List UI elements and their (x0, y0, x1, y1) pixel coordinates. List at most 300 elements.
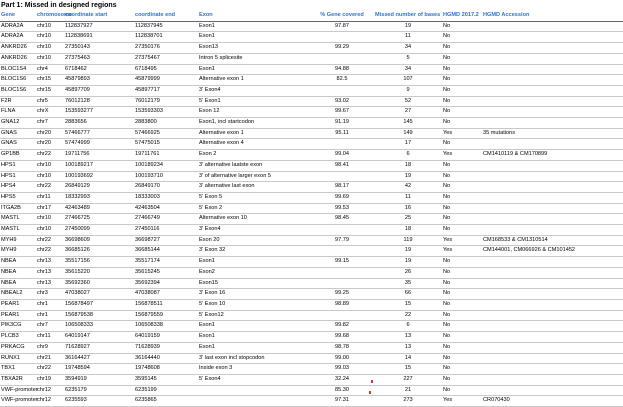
table-row (0, 96, 623, 107)
cell-exon: 5' Exon1 (198, 96, 310, 107)
table-row (0, 203, 623, 214)
cell-exon: Exon1, incl startcodon (198, 118, 310, 129)
cell-hgmd-2017-2: No (442, 289, 482, 300)
cell-hgmd-accession (482, 96, 623, 107)
cell-gene: PEAR1 (0, 299, 36, 310)
cell-coordinate-start: 3594919 (64, 374, 134, 385)
cell-chromosome: chr12 (36, 396, 64, 407)
cell-percent-gene-covered: 99.67 (310, 107, 374, 118)
cell-hgmd-accession: CM144001, CM066926 & CM101452 (482, 246, 623, 257)
cell-coordinate-end: 106508338 (134, 321, 198, 332)
cell-coordinate-end: 6235199 (134, 385, 198, 396)
cell-percent-gene-covered: 99.69 (310, 192, 374, 203)
cell-hgmd-2017-2: No (442, 332, 482, 343)
cell-hgmd-2017-2: No (442, 85, 482, 96)
cell-exon: Intron 5 splicesite (198, 53, 310, 64)
cell-coordinate-end: 45897717 (134, 85, 198, 96)
cell-hgmd-2017-2: No (442, 353, 482, 364)
table-row (0, 32, 623, 43)
cell-coordinate-end: 57475015 (134, 139, 198, 150)
cell-chromosome: chr19 (36, 374, 64, 385)
table-row (0, 43, 623, 54)
column-header-coordinate-end: coordinate end (134, 11, 198, 21)
cell-hgmd-accession (482, 332, 623, 343)
cell-percent-gene-covered (310, 267, 374, 278)
cell-coordinate-start: 36685126 (64, 246, 134, 257)
cell-percent-gene-covered (310, 278, 374, 289)
cell-exon: 5' Exon4 (198, 374, 310, 385)
cell-hgmd-accession (482, 192, 623, 203)
cell-coordinate-start: 112837927 (64, 21, 134, 32)
cell-missed-number-of-bases: 19 (374, 246, 442, 257)
cell-percent-gene-covered (310, 139, 374, 150)
cell-coordinate-end: 35615245 (134, 267, 198, 278)
cell-gene: F2R (0, 96, 36, 107)
cell-hgmd-accession (482, 289, 623, 300)
cell-hgmd-2017-2: Yes (442, 246, 482, 257)
table-row (0, 182, 623, 193)
cell-coordinate-start: 36164427 (64, 353, 134, 364)
cell-missed-number-of-bases: 35 (374, 278, 442, 289)
cell-coordinate-end: 27466749 (134, 214, 198, 225)
cell-percent-gene-covered: 97.31 (310, 396, 374, 407)
table-row (0, 332, 623, 343)
cell-coordinate-start: 71628927 (64, 342, 134, 353)
cell-coordinate-start: 57466777 (64, 128, 134, 139)
cell-hgmd-accession (482, 278, 623, 289)
cell-missed-number-of-bases: 15 (374, 364, 442, 375)
cell-gene: BLOC1S6 (0, 85, 36, 96)
table-row (0, 299, 623, 310)
cell-chromosome: chr12 (36, 385, 64, 396)
cell-missed-number-of-bases: 13 (374, 332, 442, 343)
table-row (0, 150, 623, 161)
cell-percent-gene-covered: 99.15 (310, 257, 374, 268)
cell-chromosome: chr10 (36, 32, 64, 43)
cell-hgmd-accession (482, 182, 623, 193)
cell-missed-number-of-bases: 17 (374, 139, 442, 150)
cell-exon: Exon1 (198, 321, 310, 332)
cell-hgmd-2017-2: No (442, 21, 482, 32)
cell-missed-number-of-bases: 16 (374, 203, 442, 214)
cell-gene: MYH9 (0, 246, 36, 257)
column-header-coordinate-start: coordinate start (64, 11, 134, 21)
cell-hgmd-accession (482, 299, 623, 310)
cell-gene: GP1BB (0, 150, 36, 161)
cell-gene: NBEAL2 (0, 289, 36, 300)
cell-missed-number-of-bases: 149 (374, 128, 442, 139)
table-row (0, 53, 623, 64)
cell-hgmd-2017-2: No (442, 171, 482, 182)
cell-hgmd-accession (482, 364, 623, 375)
cell-percent-gene-covered (310, 225, 374, 236)
cell-exon: 3' of alternative larger exon 5 (198, 171, 310, 182)
cell-coordinate-start: 153593277 (64, 107, 134, 118)
cell-coordinate-end: 27350176 (134, 43, 198, 54)
cell-coordinate-end: 6235865 (134, 396, 198, 407)
cell-gene: TBX1 (0, 364, 36, 375)
cell-coordinate-start: 45897709 (64, 85, 134, 96)
cell-gene: TBXA2R (0, 374, 36, 385)
cell-chromosome: chr1 (36, 310, 64, 321)
cell-exon: Alternative exon 10 (198, 214, 310, 225)
table-row (0, 364, 623, 375)
table-row (0, 225, 623, 236)
cell-coordinate-start: 26849129 (64, 182, 134, 193)
cell-hgmd-accession (482, 321, 623, 332)
cell-exon: Exon 20 (198, 235, 310, 246)
cell-hgmd-accession (482, 64, 623, 75)
cell-missed-number-of-bases: 22 (374, 310, 442, 321)
cell-chromosome: chr15 (36, 75, 64, 86)
cell-percent-gene-covered: 94.88 (310, 64, 374, 75)
cell-hgmd-2017-2: No (442, 364, 482, 375)
missed-regions-table (0, 11, 623, 407)
cell-coordinate-start: 64019147 (64, 332, 134, 343)
cell-coordinate-end: 76012179 (134, 96, 198, 107)
cell-coordinate-start: 57474999 (64, 139, 134, 150)
cell-gene: NBEA (0, 267, 36, 278)
cell-percent-gene-covered: 99.29 (310, 43, 374, 54)
cell-hgmd-2017-2: No (442, 214, 482, 225)
cell-chromosome: chr10 (36, 43, 64, 54)
cell-hgmd-accession (482, 342, 623, 353)
cell-gene: GNAS (0, 128, 36, 139)
cell-percent-gene-covered: 97.87 (310, 21, 374, 32)
cell-missed-number-of-bases: 19 (374, 257, 442, 268)
cell-coordinate-end: 112838701 (134, 32, 198, 43)
cell-exon: Exon15 (198, 278, 310, 289)
cell-exon: Exon 12 (198, 107, 310, 118)
cell-missed-number-of-bases: 119 (374, 235, 442, 246)
cell-missed-number-of-bases: 6 (374, 150, 442, 161)
cell-hgmd-2017-2: No (442, 43, 482, 54)
cell-hgmd-accession (482, 85, 623, 96)
cell-chromosome: chr10 (36, 53, 64, 64)
cell-coordinate-end: 47038087 (134, 289, 198, 300)
cell-missed-number-of-bases: 107 (374, 75, 442, 86)
table-row (0, 257, 623, 268)
cell-gene: HPS1 (0, 171, 36, 182)
cell-missed-number-of-bases: 26 (374, 267, 442, 278)
cell-exon: 3' Exon4 (198, 85, 310, 96)
cell-gene: BLOC1S6 (0, 75, 36, 86)
cell-hgmd-2017-2: No (442, 139, 482, 150)
table-row (0, 289, 623, 300)
cell-missed-number-of-bases: 227 (374, 374, 442, 385)
column-header-chromosome: chromosome (36, 11, 64, 21)
cell-gene: VWF-promoter (0, 396, 36, 407)
cell-missed-number-of-bases: 18 (374, 160, 442, 171)
cell-coordinate-end: 36164440 (134, 353, 198, 364)
cell-missed-number-of-bases: 11 (374, 32, 442, 43)
cell-missed-number-of-bases: 19 (374, 171, 442, 182)
cell-coordinate-start: 6235593 (64, 396, 134, 407)
table-row (0, 139, 623, 150)
red-mark (369, 391, 371, 394)
cell-hgmd-accession: CM1410119 & CM170899 (482, 150, 623, 161)
cell-exon: 5' Exon 5 (198, 192, 310, 203)
cell-missed-number-of-bases: 18 (374, 225, 442, 236)
cell-hgmd-2017-2: No (442, 321, 482, 332)
cell-coordinate-start: 156878497 (64, 299, 134, 310)
cell-hgmd-2017-2: No (442, 64, 482, 75)
cell-percent-gene-covered: 99.04 (310, 150, 374, 161)
cell-chromosome: chr5 (36, 96, 64, 107)
cell-coordinate-start: 112838691 (64, 32, 134, 43)
cell-percent-gene-covered: 97.79 (310, 235, 374, 246)
cell-hgmd-accession (482, 21, 623, 32)
cell-hgmd-accession (482, 75, 623, 86)
cell-chromosome: chr4 (36, 64, 64, 75)
cell-hgmd-2017-2: No (442, 385, 482, 396)
cell-chromosome: chr15 (36, 85, 64, 96)
header-row (0, 11, 623, 21)
cell-exon: 3' Exon 16 (198, 289, 310, 300)
cell-chromosome: chr1 (36, 299, 64, 310)
cell-percent-gene-covered: 99.82 (310, 321, 374, 332)
cell-percent-gene-covered: 98.17 (310, 182, 374, 193)
cell-chromosome: chr9 (36, 342, 64, 353)
sheet-title: Part 1: Missed in designed regions (1, 2, 117, 9)
cell-exon: Inside exon 3 (198, 364, 310, 375)
cell-coordinate-start: 27466725 (64, 214, 134, 225)
cell-gene: ADRA2A (0, 32, 36, 43)
cell-gene: RUNX1 (0, 353, 36, 364)
cell-percent-gene-covered (310, 32, 374, 43)
cell-chromosome: chr22 (36, 150, 64, 161)
cell-percent-gene-covered: 91.19 (310, 118, 374, 129)
cell-hgmd-accession (482, 160, 623, 171)
cell-percent-gene-covered: 85.30 (310, 385, 374, 396)
column-header-hgmd-accession: HGMD Accession (482, 11, 623, 21)
cell-chromosome: chr13 (36, 267, 64, 278)
cell-exon: Alternative exon 4 (198, 139, 310, 150)
table-row (0, 107, 623, 118)
cell-missed-number-of-bases: 14 (374, 353, 442, 364)
cell-chromosome: chr22 (36, 182, 64, 193)
cell-hgmd-accession (482, 214, 623, 225)
table-row (0, 342, 623, 353)
cell-percent-gene-covered (310, 171, 374, 182)
cell-coordinate-start: 19748594 (64, 364, 134, 375)
table-row (0, 21, 623, 32)
cell-coordinate-end: 112837945 (134, 21, 198, 32)
cell-gene: NBEA (0, 278, 36, 289)
red-mark (371, 380, 373, 383)
cell-coordinate-start: 18332993 (64, 192, 134, 203)
cell-percent-gene-covered (310, 310, 374, 321)
cell-coordinate-end: 64019159 (134, 332, 198, 343)
cell-percent-gene-covered (310, 246, 374, 257)
cell-gene: GNAS (0, 139, 36, 150)
cell-exon: 3' alternative laatste exon (198, 160, 310, 171)
cell-gene: PIK3CG (0, 321, 36, 332)
cell-coordinate-start: 36698609 (64, 235, 134, 246)
cell-exon: 5' Exon 10 (198, 299, 310, 310)
cell-missed-number-of-bases: 15 (374, 299, 442, 310)
cell-coordinate-start: 19711756 (64, 150, 134, 161)
cell-missed-number-of-bases: 66 (374, 289, 442, 300)
cell-coordinate-start: 27375463 (64, 53, 134, 64)
cell-coordinate-start: 6235179 (64, 385, 134, 396)
cell-chromosome: chr20 (36, 128, 64, 139)
table-row (0, 64, 623, 75)
table-row (0, 310, 623, 321)
cell-percent-gene-covered: 32.24 (310, 374, 374, 385)
cell-chromosome: chr17 (36, 203, 64, 214)
cell-exon: 5' Exon12 (198, 310, 310, 321)
table-row (0, 214, 623, 225)
cell-gene: MYH9 (0, 235, 36, 246)
cell-coordinate-end: 3595145 (134, 374, 198, 385)
cell-chromosome: chr7 (36, 118, 64, 129)
cell-percent-gene-covered: 99.53 (310, 203, 374, 214)
cell-gene: HPS5 (0, 192, 36, 203)
cell-percent-gene-covered: 99.03 (310, 364, 374, 375)
cell-coordinate-start: 47038027 (64, 289, 134, 300)
cell-chromosome: chr11 (36, 332, 64, 343)
cell-coordinate-start: 35517156 (64, 257, 134, 268)
cell-coordinate-start: 35692360 (64, 278, 134, 289)
cell-missed-number-of-bases: 19 (374, 21, 442, 32)
cell-gene: MASTL (0, 214, 36, 225)
cell-coordinate-end: 2883800 (134, 118, 198, 129)
cell-gene: ANKRD26 (0, 43, 36, 54)
column-header-missed-number-of-bases: Missed number of bases (374, 11, 442, 21)
cell-gene: HPS4 (0, 182, 36, 193)
cell-hgmd-2017-2: No (442, 278, 482, 289)
cell-hgmd-accession (482, 267, 623, 278)
cell-percent-gene-covered: 95.11 (310, 128, 374, 139)
cell-missed-number-of-bases: 273 (374, 396, 442, 407)
cell-gene: HPS1 (0, 160, 36, 171)
cell-chromosome: chr22 (36, 246, 64, 257)
cell-coordinate-start: 27350143 (64, 43, 134, 54)
cell-exon (198, 385, 310, 396)
cell-percent-gene-covered: 82.5 (310, 75, 374, 86)
cell-missed-number-of-bases: 34 (374, 64, 442, 75)
cell-coordinate-end: 18333003 (134, 192, 198, 203)
table-row (0, 246, 623, 257)
cell-hgmd-accession (482, 203, 623, 214)
cell-gene: PLCB3 (0, 332, 36, 343)
cell-exon: 3' Exon 32 (198, 246, 310, 257)
cell-coordinate-end: 35692394 (134, 278, 198, 289)
cell-coordinate-start: 27450099 (64, 225, 134, 236)
cell-hgmd-accession (482, 107, 623, 118)
cell-hgmd-accession: CR070430 (482, 396, 623, 407)
cell-exon: Exon1 (198, 64, 310, 75)
cell-chromosome: chr10 (36, 160, 64, 171)
cell-hgmd-accession (482, 32, 623, 43)
cell-gene: ANKRD26 (0, 53, 36, 64)
cell-percent-gene-covered (310, 85, 374, 96)
cell-exon: 3' last exon incl stopcodon (198, 353, 310, 364)
cell-coordinate-end: 36685144 (134, 246, 198, 257)
cell-hgmd-2017-2: No (442, 32, 482, 43)
cell-gene: MASTL (0, 225, 36, 236)
cell-coordinate-end: 156878511 (134, 299, 198, 310)
cell-hgmd-2017-2: No (442, 96, 482, 107)
cell-coordinate-end: 19748608 (134, 364, 198, 375)
cell-chromosome: chr10 (36, 171, 64, 182)
table-row (0, 385, 623, 396)
cell-chromosome: chr21 (36, 353, 64, 364)
cell-coordinate-end: 26849170 (134, 182, 198, 193)
cell-gene: ADRA2A (0, 21, 36, 32)
cell-hgmd-2017-2: No (442, 374, 482, 385)
cell-coordinate-start: 156879538 (64, 310, 134, 321)
cell-hgmd-2017-2: No (442, 75, 482, 86)
cell-chromosome: chr22 (36, 364, 64, 375)
cell-missed-number-of-bases: 6 (374, 321, 442, 332)
table-row (0, 353, 623, 364)
cell-hgmd-accession (482, 53, 623, 64)
cell-chromosome: chr10 (36, 21, 64, 32)
table-row (0, 171, 623, 182)
table-row (0, 192, 623, 203)
cell-hgmd-2017-2: Yes (442, 235, 482, 246)
cell-exon: Alternative exon 1 (198, 128, 310, 139)
cell-hgmd-2017-2: No (442, 192, 482, 203)
cell-missed-number-of-bases: 11 (374, 192, 442, 203)
cell-exon: Exon1 (198, 257, 310, 268)
cell-percent-gene-covered: 99.68 (310, 332, 374, 343)
cell-gene: BLOC1S4 (0, 64, 36, 75)
cell-coordinate-start: 35615220 (64, 267, 134, 278)
column-header-exon: Exon (198, 11, 310, 21)
cell-gene: PRKACG (0, 342, 36, 353)
cell-coordinate-end: 27450116 (134, 225, 198, 236)
cell-hgmd-2017-2: No (442, 257, 482, 268)
cell-hgmd-accession (482, 385, 623, 396)
cell-chromosome: chr11 (36, 192, 64, 203)
cell-chromosome: chr13 (36, 257, 64, 268)
cell-exon: 3' alternative last exon (198, 182, 310, 193)
column-header-percent-gene-covered: % Gene covered (310, 11, 374, 21)
cell-percent-gene-covered: 98.89 (310, 299, 374, 310)
cell-coordinate-end: 36698727 (134, 235, 198, 246)
cell-coordinate-end: 57466925 (134, 128, 198, 139)
cell-percent-gene-covered: 99.25 (310, 289, 374, 300)
cell-hgmd-2017-2: No (442, 299, 482, 310)
table-row (0, 374, 623, 385)
column-header-gene: Gene (0, 11, 36, 21)
cell-missed-number-of-bases: 42 (374, 182, 442, 193)
cell-missed-number-of-bases: 21 (374, 385, 442, 396)
cell-chromosome: chr22 (36, 235, 64, 246)
cell-chromosome: chr10 (36, 214, 64, 225)
cell-coordinate-start: 45879893 (64, 75, 134, 86)
cell-missed-number-of-bases: 34 (374, 43, 442, 54)
cell-exon: Exon13 (198, 43, 310, 54)
cell-percent-gene-covered: 98.41 (310, 160, 374, 171)
cell-chromosome: chr3 (36, 289, 64, 300)
cell-percent-gene-covered: 98.45 (310, 214, 374, 225)
cell-missed-number-of-bases: 52 (374, 96, 442, 107)
table-row (0, 118, 623, 129)
cell-hgmd-accession (482, 310, 623, 321)
cell-missed-number-of-bases: 9 (374, 85, 442, 96)
table-row (0, 85, 623, 96)
cell-coordinate-start: 106508333 (64, 321, 134, 332)
cell-percent-gene-covered: 93.02 (310, 96, 374, 107)
cell-coordinate-start: 42463489 (64, 203, 134, 214)
table-row (0, 278, 623, 289)
cell-exon (198, 396, 310, 407)
cell-percent-gene-covered: 98.78 (310, 342, 374, 353)
